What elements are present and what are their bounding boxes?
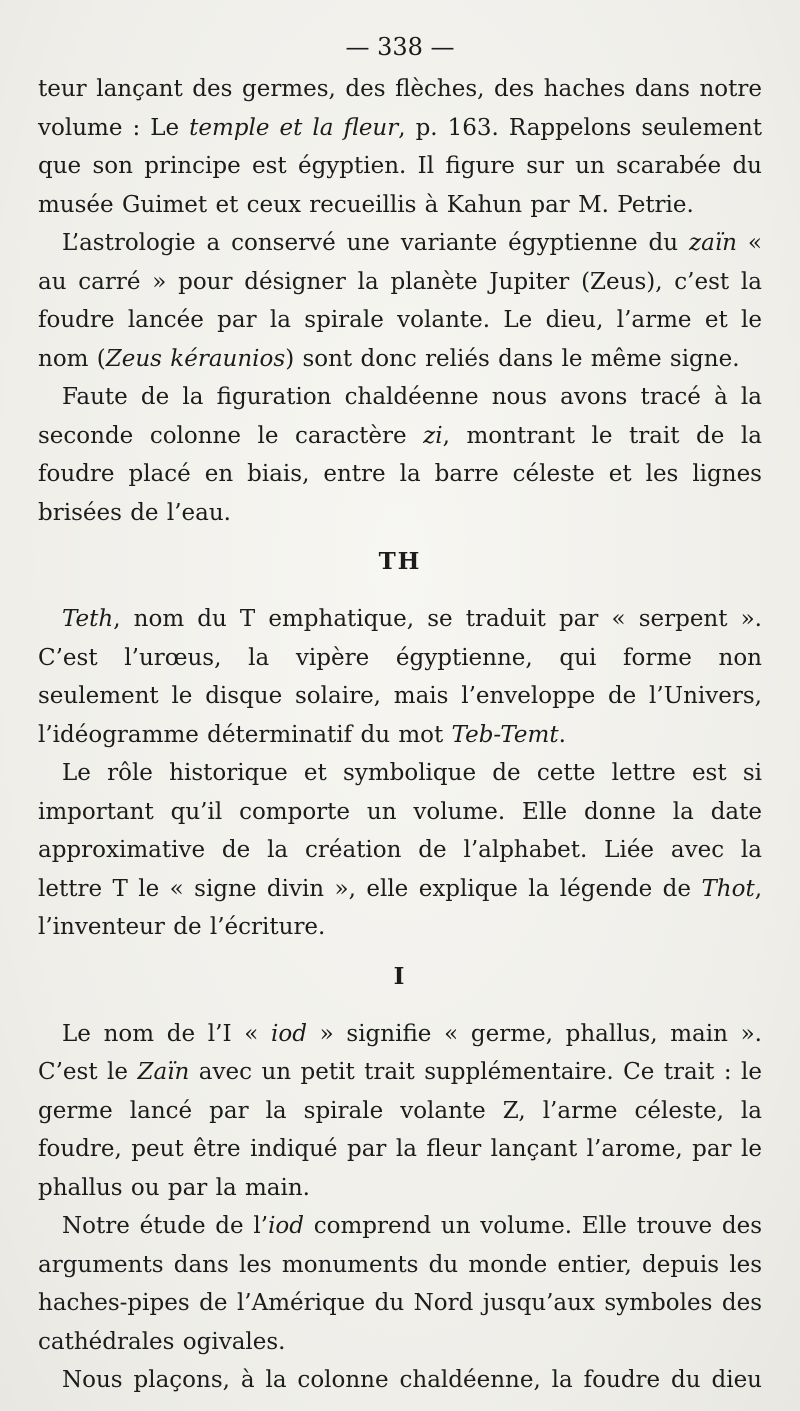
term-zain-capital: Zaïn [137,1059,190,1085]
term-iod: iod [271,1020,307,1047]
term-zeus-keraunios: Zeus kéraunios [105,345,286,372]
paragraph-role-historique: Le rôle historique et symbolique de cette lettre est si important qu’il comporte un volume. Elle donne la date approximative de la création de l’alphabet. Liée avec la lettre T le « signe divin », elle explique la légende de Thot, l’inventeur de l’écriture. [38,760,762,940]
term-iod-2: iod [268,1213,304,1239]
section-heading-i: I [393,962,407,990]
paragraph-astrologie: L’astrologie a conservé une variante égyptienne du zaïn « au carré » pour désigner la planète Jupiter (Zeus), c’est la foudre lancée par la spirale volante. Le dieu, l’arme et le nom (Zeus kéraunios) sont donc reliés dans le même signe. [38,230,762,372]
term-teth: Teth [62,606,114,632]
term-zi: zi [423,422,443,449]
term-thot: Thot [701,875,755,902]
paragraph-iod: Le nom de l’I « iod » signifie « germe, phallus, main ». C’est le Zaïn avec un petit trait supplémentaire. Ce trait : le germe lancé par la spirale volante Z, l’arme céleste, la foudre, peut être indiqué par la fleur lançant l’arome, par le phallus ou par la main. [38,1020,763,1201]
term-zain: zaïn [689,230,737,256]
page-number: — 338 — [345,33,455,61]
paragraph-figuration: Faute de la figuration chaldéenne nous avons tracé à la seconde colonne le caractère zi, montrant le trait de la foudre placé en biais, entre la barre céleste et les lignes brisées de l’eau. [38,384,762,526]
paragraph-nous-placons: Nous plaçons, à la colonne chaldéenne, la foudre du dieu [62,1367,762,1393]
paragraph-continuation: teur lançant des germes, des flèches, des haches dans notre volume : Le temple et la fleur, p. 163. Rappelons seulement que son principe est égyptien. Il figure sur un scarabée du musée Guimet et ceux recueillis à Kahun par M. Petrie. [38,76,762,218]
term-teb-temt: Teb-Temt [451,721,559,748]
paragraph-etude-iod: Notre étude de l’iod comprend un volume. Elle trouve des arguments dans les monuments du monde entier, depuis les haches-pipes de l’Amérique du Nord jusqu’aux symboles des cathédrales ogivales. [38,1213,762,1355]
paragraph-teth: Teth, nom du T emphatique, se traduit par « serpent ». C’est l’urœus, la vipère égyptienne, qui forme non seulement le disque solaire, mais l’enveloppe de l’Univers, l’idéogramme déterminatif du mot Teb-Temt. [38,606,762,748]
book-title: temple et la fleur [189,114,399,141]
section-heading-th: TH [378,548,422,575]
